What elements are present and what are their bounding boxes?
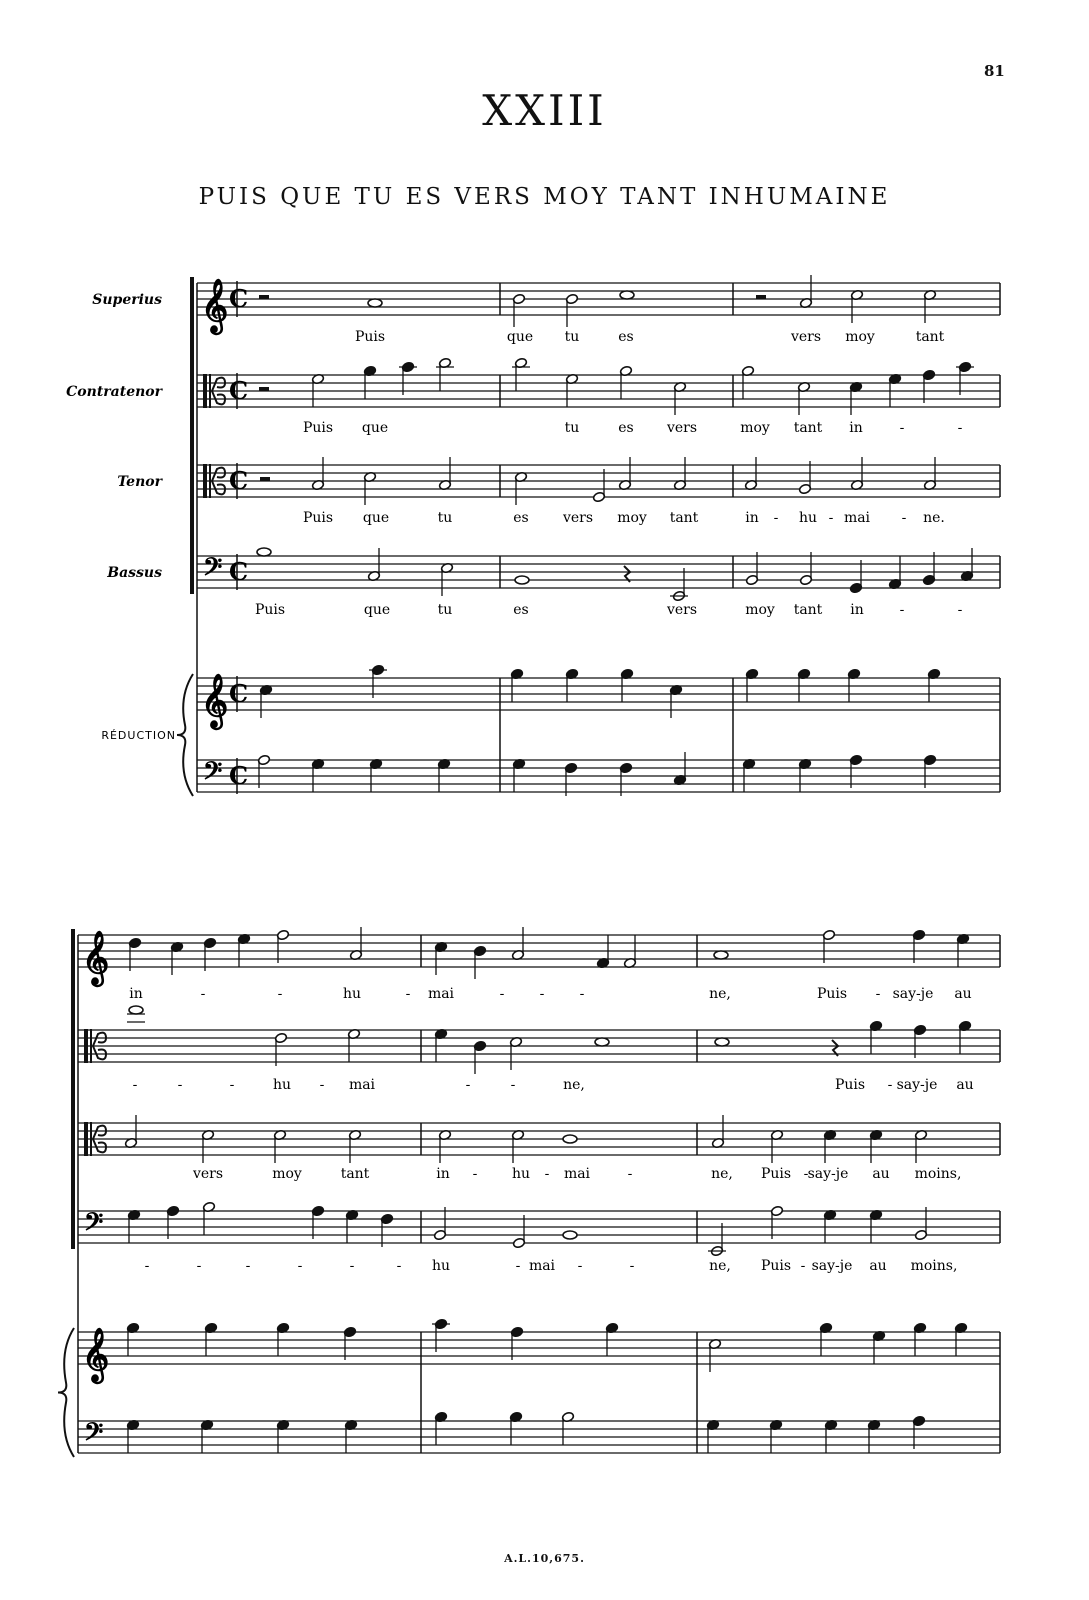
lyric-syllable: - xyxy=(499,986,505,1002)
lyric-syllable: - xyxy=(297,1258,303,1274)
lyric-syllable: Puis xyxy=(254,602,286,618)
lyric-syllable: tant xyxy=(340,1166,370,1182)
lyric-syllable: in xyxy=(436,1166,450,1182)
lyric-syllable: Puis xyxy=(302,510,334,526)
half-rest xyxy=(259,295,269,299)
lyric-syllable: hu xyxy=(798,510,818,526)
lyric-syllable: - xyxy=(957,420,963,436)
lyric-syllable: tu xyxy=(564,329,580,345)
lyric-syllable: tu xyxy=(564,420,580,436)
lyric-syllable: - xyxy=(875,986,881,1002)
lyric-syllable: au xyxy=(954,986,972,1002)
lyric-syllable: que xyxy=(361,420,389,436)
lyric-syllable: - xyxy=(177,1077,183,1093)
whole-note xyxy=(563,1135,577,1143)
cut-time-icon: C xyxy=(229,376,249,405)
whole-note xyxy=(714,951,728,959)
whole-note xyxy=(563,1231,577,1239)
lyric-syllable: hu xyxy=(342,986,362,1002)
lyric-syllable: - xyxy=(899,602,905,618)
voice-staff-4 xyxy=(197,548,1000,602)
lyric-syllable: hu xyxy=(431,1258,451,1274)
lyric-syllable: - xyxy=(465,1077,471,1093)
vocal-bracket xyxy=(71,929,75,1249)
treble-clef-icon: 𝄞 xyxy=(201,278,229,332)
lyric-syllable: ne, xyxy=(709,1258,731,1274)
half-rest xyxy=(259,387,269,391)
system-1 xyxy=(66,275,1000,796)
lyric-syllable: - xyxy=(396,1258,402,1274)
voice-label: Bassus xyxy=(107,565,162,581)
reduction-staff-1 xyxy=(78,1318,1000,1384)
lyric-syllable: moy xyxy=(845,329,875,345)
voice-staff-3 xyxy=(197,457,1000,505)
lyric-syllable: moins, xyxy=(910,1258,958,1274)
lyric-syllable: - xyxy=(319,1077,325,1093)
bass-clef-icon: 𝄢 xyxy=(203,553,223,588)
lyric-syllable: es xyxy=(513,602,529,618)
lyric-syllable: moy xyxy=(745,602,775,618)
lyric-syllable: Puis xyxy=(302,420,334,436)
lyric-syllable: que xyxy=(362,510,390,526)
reduction-label: RÉDUCTION xyxy=(101,729,176,742)
lyric-syllable: - xyxy=(245,1258,251,1274)
lyric-syllable: - xyxy=(957,602,963,618)
lyric-syllable: tu xyxy=(437,510,453,526)
lyric-syllable: au xyxy=(956,1077,974,1093)
lyric-syllable: - xyxy=(899,420,905,436)
lyric-syllable: say-je xyxy=(896,1077,938,1093)
bass-clef-icon: 𝄢 xyxy=(203,757,223,792)
bass-clef-icon: 𝄢 xyxy=(84,1418,104,1453)
whole-note xyxy=(515,576,529,584)
whole-note xyxy=(368,299,382,307)
lyric-syllable: moy xyxy=(617,510,647,526)
bass-clef-icon: 𝄢 xyxy=(84,1208,104,1243)
lyric-syllable: say-je xyxy=(892,986,934,1002)
whole-note xyxy=(715,1038,729,1046)
cut-time-icon: C xyxy=(229,466,249,495)
reduction-brace xyxy=(58,1328,74,1457)
lyric-syllable: Puis xyxy=(354,329,386,345)
treble-clef-icon: 𝄞 xyxy=(201,673,229,727)
lyric-syllable: mai xyxy=(528,1258,556,1274)
lyric-syllable: moy xyxy=(740,420,770,436)
lyric-syllable: es xyxy=(618,329,634,345)
lyric-syllable: - xyxy=(627,1166,633,1182)
lyric-syllable: in xyxy=(849,420,863,436)
lyric-syllable: - xyxy=(803,1166,809,1182)
voice-label: Tenor xyxy=(117,474,162,490)
lyric-syllable: - xyxy=(544,1166,550,1182)
lyric-syllable: - xyxy=(773,510,779,526)
lyric-syllable: au xyxy=(872,1166,890,1182)
voice-label: Superius xyxy=(92,292,162,308)
voice-staff-3 xyxy=(78,1115,1000,1163)
lyric-syllable: - xyxy=(472,1166,478,1182)
cut-time-icon: C xyxy=(229,679,249,708)
lyric-syllable: - xyxy=(510,1077,516,1093)
lyric-syllable: tant xyxy=(793,420,823,436)
lyric-syllable: que xyxy=(363,602,391,618)
lyric-syllable: - xyxy=(828,510,834,526)
piece-number: XXIII xyxy=(482,86,607,135)
lyric-syllable: es xyxy=(513,510,529,526)
vocal-bracket xyxy=(190,277,194,594)
lyric-syllable: hu xyxy=(511,1166,531,1182)
whole-note xyxy=(129,1006,143,1014)
voice-staff-2 xyxy=(197,357,1000,415)
lyric-syllable: mai xyxy=(348,1077,376,1093)
lyric-syllable: - xyxy=(800,1258,806,1274)
lyric-syllable: - xyxy=(132,1077,138,1093)
lyric-syllable: ne, xyxy=(709,986,731,1002)
lyric-syllable: es xyxy=(618,420,634,436)
cut-time-icon: C xyxy=(229,761,249,790)
voice-label: Contratenor xyxy=(66,384,162,400)
voice-staff-1 xyxy=(78,927,1000,987)
piece-title: PUIS QUE TU ES VERS MOY TANT INHUMAINE xyxy=(198,184,891,210)
lyric-syllable: vers xyxy=(562,510,594,526)
lyric-syllable: vers xyxy=(666,602,698,618)
voice-staff-2 xyxy=(78,1006,1000,1074)
lyric-syllable: tant xyxy=(915,329,945,345)
lyric-syllable: Puis xyxy=(760,1258,792,1274)
whole-note xyxy=(257,548,271,556)
lyric-syllable: - xyxy=(887,1077,893,1093)
lyric-syllable: moins, xyxy=(914,1166,962,1182)
reduction-brace xyxy=(177,674,193,796)
reduction-staff-2 xyxy=(197,752,1000,796)
lyric-syllable: mai xyxy=(843,510,871,526)
lyric-syllable: au xyxy=(869,1258,887,1274)
reduction-staff-1 xyxy=(197,664,1000,730)
whole-note xyxy=(620,291,634,299)
lyric-syllable: - xyxy=(901,510,907,526)
lyric-syllable: ne, xyxy=(563,1077,585,1093)
cut-time-icon: C xyxy=(229,557,249,586)
lyric-syllable: - xyxy=(196,1258,202,1274)
voice-staff-4 xyxy=(78,1201,1000,1256)
lyric-syllable: ne. xyxy=(923,510,945,526)
lyric-syllable: mai xyxy=(563,1166,591,1182)
lyric-syllable: que xyxy=(506,329,534,345)
lyric-syllable: - xyxy=(200,986,206,1002)
lyric-syllable: - xyxy=(579,986,585,1002)
lyric-syllable: - xyxy=(629,1258,635,1274)
lyric-syllable: Puis xyxy=(760,1166,792,1182)
lyric-syllable: - xyxy=(349,1258,355,1274)
lyric-syllable: hu xyxy=(272,1077,292,1093)
lyric-syllable: - xyxy=(515,1258,521,1274)
lyric-syllable: tant xyxy=(793,602,823,618)
lyric-syllable: vers xyxy=(666,420,698,436)
half-rest xyxy=(756,295,766,299)
lyric-syllable: tant xyxy=(669,510,699,526)
cut-time-icon: C xyxy=(229,284,249,313)
treble-clef-icon: 𝄞 xyxy=(82,1327,110,1381)
lyric-syllable: tu xyxy=(437,602,453,618)
page-number: 81 xyxy=(984,62,1005,80)
lyric-syllable: Puis xyxy=(816,986,848,1002)
half-rest xyxy=(260,477,270,481)
lyric-syllable: vers xyxy=(192,1166,224,1182)
system-2 xyxy=(58,927,1000,1457)
lyric-syllable: Puis xyxy=(834,1077,866,1093)
reduction-staff-2 xyxy=(78,1411,1000,1453)
lyric-syllable: say-je xyxy=(807,1166,849,1182)
lyric-syllable: moy xyxy=(272,1166,302,1182)
lyric-syllable: - xyxy=(405,986,411,1002)
lyric-syllable: - xyxy=(229,1077,235,1093)
lyric-syllable: say-je xyxy=(811,1258,853,1274)
lyric-syllable: in xyxy=(850,602,864,618)
lyric-syllable: - xyxy=(539,986,545,1002)
whole-note xyxy=(595,1038,609,1046)
lyric-syllable: - xyxy=(277,986,283,1002)
lyric-syllable: vers xyxy=(790,329,822,345)
lyric-syllable: mai xyxy=(427,986,455,1002)
lyric-syllable: - xyxy=(577,1258,583,1274)
lyric-syllable: ne, xyxy=(711,1166,733,1182)
treble-clef-icon: 𝄞 xyxy=(82,930,110,984)
lyric-syllable: in xyxy=(129,986,143,1002)
lyric-syllable: in xyxy=(745,510,759,526)
plate-number: A.L.10,675. xyxy=(504,1552,585,1565)
voice-staff-1 xyxy=(197,275,1000,335)
lyric-syllable: - xyxy=(144,1258,150,1274)
